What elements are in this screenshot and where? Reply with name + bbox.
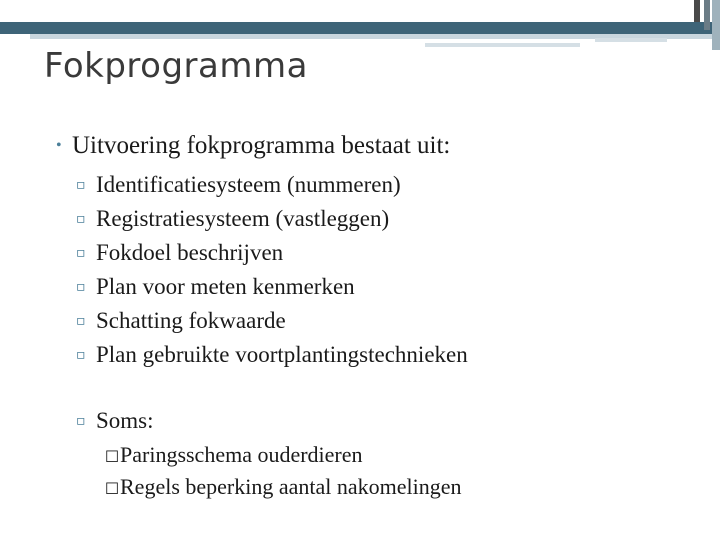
- slide-content: [56, 132, 696, 506]
- top-accent-bar: [425, 43, 580, 47]
- square-bullet-icon: ▫: [76, 313, 86, 329]
- square-bullet-icon: ▫: [76, 413, 86, 429]
- top-accent-bar: [595, 38, 667, 42]
- square-bullet-icon: ▫: [76, 279, 86, 295]
- corner-block: [704, 0, 710, 30]
- missing-glyph-icon: ☐: [104, 479, 120, 498]
- corner-block: [712, 0, 720, 50]
- list-item: [76, 342, 696, 376]
- list-item-text: Fokdoel beschrijven: [96, 240, 284, 265]
- nested-item-text: Paringsschema ouderdieren: [120, 442, 363, 467]
- list-item-text: Registratiesysteem (vastleggen): [96, 206, 390, 231]
- list-item: [76, 240, 696, 274]
- list-item-text: Plan gebruikte voortplantingstechnieken: [96, 342, 468, 367]
- square-bullet-icon: ▫: [76, 177, 86, 193]
- list-item-text: Identificatiesysteem (nummeren): [96, 172, 401, 197]
- soms-label: Soms:: [96, 408, 154, 433]
- bullet-dot-icon: •: [56, 137, 62, 154]
- list-item-text: Schatting fokwaarde: [96, 308, 286, 333]
- top-accent-band: [0, 22, 720, 34]
- list-item-soms: [76, 408, 696, 442]
- sub-bullet-list: [76, 172, 696, 506]
- corner-decoration: [690, 0, 720, 50]
- corner-block: [694, 0, 700, 22]
- bullet-text: Uitvoering fokprogramma bestaat uit:: [72, 132, 451, 159]
- square-bullet-icon: ▫: [76, 211, 86, 227]
- list-item: [76, 274, 696, 308]
- square-bullet-icon: ▫: [76, 347, 86, 363]
- nested-list-item: [104, 442, 696, 474]
- list-item: [76, 172, 696, 206]
- nested-item-text: Regels beperking aantal nakomelingen: [120, 474, 462, 499]
- list-item-text: Plan voor meten kenmerken: [96, 274, 355, 299]
- missing-glyph-icon: ☐: [104, 447, 120, 466]
- nested-list-item: [104, 474, 696, 506]
- list-item: [76, 206, 696, 240]
- bullet-item: [56, 132, 696, 166]
- square-bullet-icon: ▫: [76, 245, 86, 261]
- slide-title: Fokprogramma: [44, 46, 308, 86]
- list-item: [76, 308, 696, 342]
